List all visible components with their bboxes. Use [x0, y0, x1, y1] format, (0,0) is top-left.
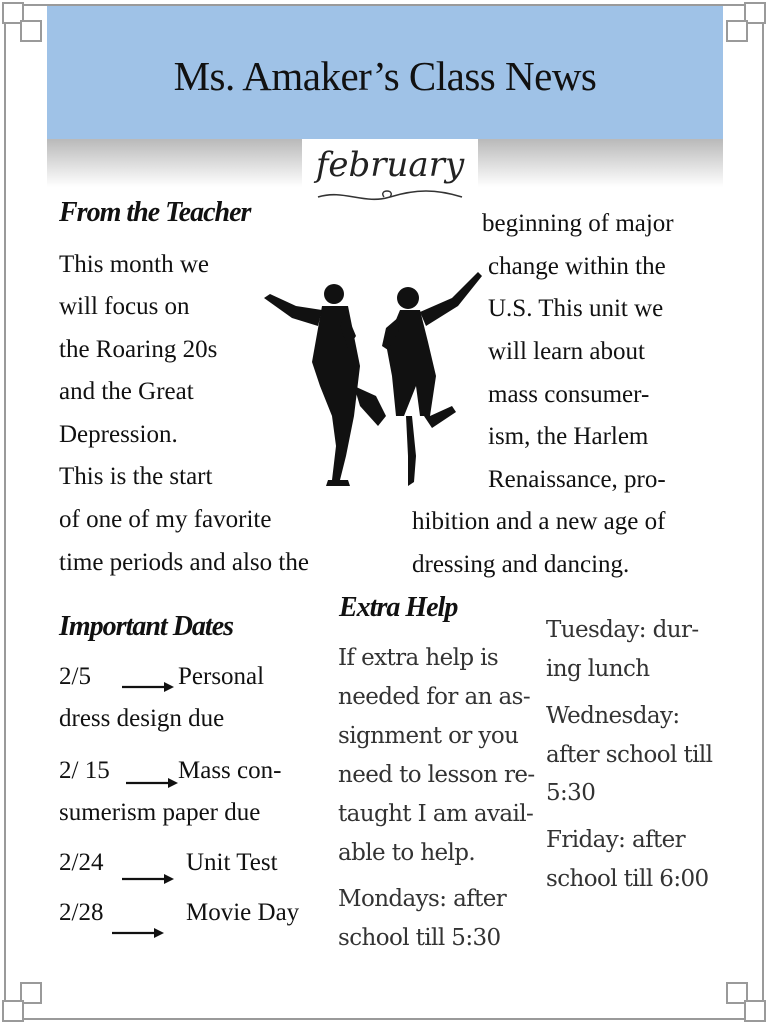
month-label — [302, 139, 478, 211]
date-item-date: 2/28 — [59, 899, 104, 926]
corner-ornament-bottom-right — [726, 982, 766, 1022]
teacher-left-line: Depression. — [59, 421, 178, 448]
extra-help-line: need to lesson re- — [338, 762, 535, 788]
teacher-right-line: ism, the Harlem — [488, 423, 649, 450]
flourish-icon — [314, 187, 466, 207]
tuesday-hours-line: ing lunch — [546, 656, 650, 682]
extra-help-line: needed for an as- — [338, 684, 530, 710]
date-item-label: Personal — [178, 663, 265, 690]
teacher-left-line: This month we — [59, 251, 209, 278]
date-item-date: 2/ 15 — [59, 757, 110, 784]
extra-help-line: signment or you — [338, 723, 519, 749]
wednesday-hours-line: after school till — [546, 742, 713, 768]
corner-ornament-top-right — [726, 2, 766, 42]
arrow-right-icon — [126, 776, 178, 790]
teacher-right-line: U.S. This unit we — [488, 295, 664, 322]
teacher-right-line: beginning of major — [482, 210, 674, 237]
newsletter-title: Ms. Amaker’s Class News — [173, 53, 597, 99]
flapper-dancers-image — [256, 266, 488, 494]
wednesday-hours-line: Wednesday: — [546, 703, 680, 729]
extra-help-line: able to help. — [338, 840, 476, 866]
teacher-left-line: will focus on — [59, 293, 190, 320]
friday-hours-line: Friday: after — [546, 827, 686, 853]
teacher-right-line: will learn about — [488, 338, 645, 365]
extra-help-heading: Extra Help — [339, 592, 458, 623]
teacher-bottom-right-line: dressing and dancing. — [412, 551, 630, 578]
date-item-continuation: sumerism paper due — [59, 799, 261, 826]
teacher-bottom-left-line: time periods and also the — [59, 549, 309, 576]
arrow-right-icon — [122, 680, 174, 694]
extra-help-line: If extra help is — [338, 645, 499, 671]
date-item-date: 2/5 — [59, 663, 91, 690]
mondays-hours-line: Mondays: after — [338, 886, 507, 912]
important-dates-heading: Important Dates — [59, 611, 234, 642]
arrow-right-icon — [112, 926, 164, 940]
from-teacher-heading: From the Teacher — [59, 197, 251, 228]
arrow-right-icon — [122, 872, 174, 886]
date-item-label: Mass con- — [178, 757, 282, 784]
teacher-bottom-right-line: hibition and a new age of — [412, 508, 666, 535]
teacher-left-line: This is the start — [59, 463, 213, 490]
teacher-right-line: Renaissance, pro- — [488, 466, 666, 493]
corner-ornament-top-left — [2, 2, 42, 42]
teacher-bottom-left-line: of one of my favorite — [59, 506, 272, 533]
title-banner — [47, 6, 723, 139]
date-item-date: 2/24 — [59, 849, 104, 876]
mondays-hours-line: school till 5:30 — [338, 925, 501, 951]
friday-hours-line: school till 6:00 — [546, 866, 709, 892]
teacher-left-line: and the Great — [59, 378, 194, 405]
tuesday-hours-line: Tuesday: dur- — [546, 617, 699, 643]
extra-help-line: taught I am avail- — [338, 801, 534, 827]
date-item-continuation: dress design due — [59, 705, 225, 732]
teacher-right-line: change within the — [488, 253, 666, 280]
corner-ornament-bottom-left — [2, 982, 42, 1022]
teacher-left-line: the Roaring 20s — [59, 336, 218, 363]
wednesday-hours-line: 5:30 — [546, 780, 596, 806]
month-text: february — [315, 145, 465, 185]
teacher-right-line: mass consumer- — [488, 381, 650, 408]
date-item-label: Movie Day — [186, 899, 300, 926]
date-item-label: Unit Test — [186, 849, 278, 876]
